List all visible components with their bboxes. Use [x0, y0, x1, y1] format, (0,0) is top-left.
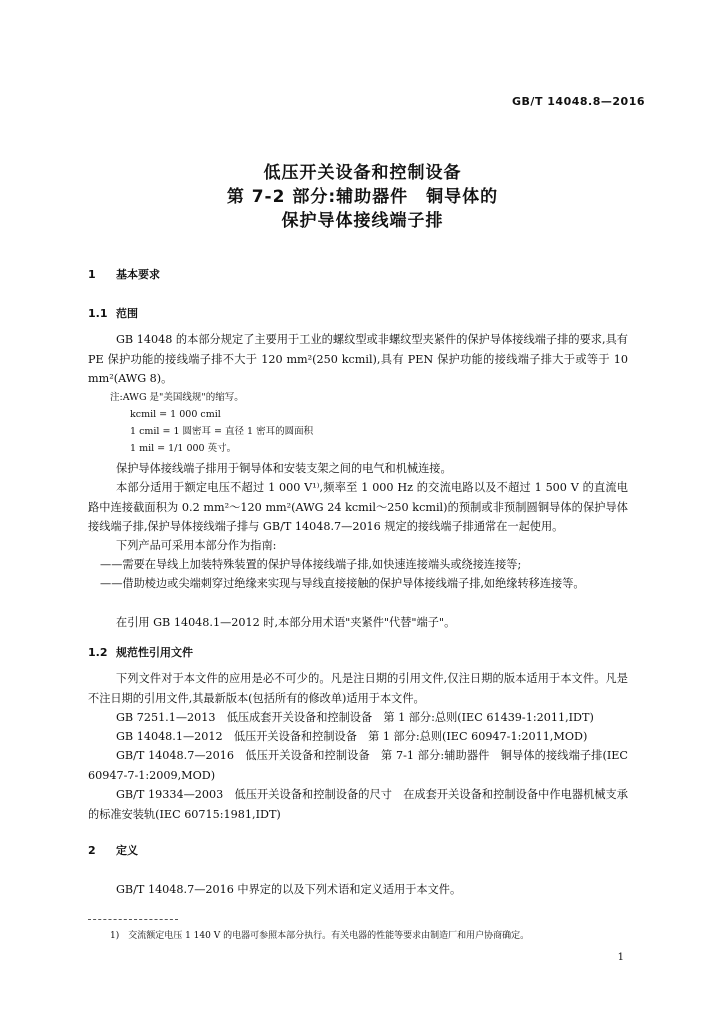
section-number: 2 [88, 844, 96, 857]
section-number: 1.2 [88, 646, 108, 659]
section-title: 定义 [116, 844, 138, 857]
note-line: kcmil = 1 000 cmil [130, 409, 221, 420]
section-number: 1.1 [88, 307, 108, 320]
section-1-1-heading [88, 305, 138, 321]
reference-item: GB 14048.1—2012 低压开关设备和控制设备 第 1 部分:总则(IEC 60947-1:2011,MOD) [116, 730, 588, 743]
scope-paragraph-1: GB 14048 的本部分规定了主要用于工业的螺纹型或非螺纹型夹紧件的保护导体接线端子排的要求,具有 PE 保护功能的接线端子排不大于 120 mm²(250 kcmil),具有 PEN 保护功能的接线端子排大于或等于 10 mm²(AWG 8)。 [88, 333, 628, 385]
reference-item: GB/T 14048.7—2016 低压开关设备和控制设备 第 7-1 部分:辅助器件 铜导体的接线端子排(IEC 60947-7-1:2009,MOD) [88, 749, 628, 782]
definitions-paragraph: GB/T 14048.7—2016 中界定的以及下列术语和定义适用于本文件。 [116, 883, 462, 896]
footnote-separator [88, 919, 178, 920]
scope-paragraph-5: 在引用 GB 14048.1—2012 时,本部分用术语"夹紧件"代替"端子"。 [116, 616, 456, 629]
section-2-heading [88, 842, 138, 858]
note-line: 1 mil = 1/1 000 英寸。 [130, 443, 237, 454]
note-line: 1 cmil = 1 圆密耳 = 直径 1 密耳的圆面积 [130, 426, 314, 437]
reference-item: GB 7251.1—2013 低压成套开关设备和控制设备 第 1 部分:总则(IEC 61439-1:2011,IDT) [116, 711, 594, 724]
section-1-2-heading [88, 644, 193, 660]
footnote: 1) 交流额定电压 1 140 V 的电器可参照本部分执行。有关电器的性能等要求由制造厂和用户协商确定。 [110, 931, 530, 941]
section-title: 范围 [116, 307, 138, 320]
scope-note [110, 389, 610, 457]
document-title-line-3: 保护导体接线端子排 [281, 211, 444, 231]
section-title: 规范性引用文件 [116, 646, 193, 659]
document-title-line-2: 第 7-2 部分:辅助器件 铜导体的 [226, 187, 499, 207]
scope-paragraph-2: 保护导体接线端子排用于铜导体和安装支架之间的电气和机械连接。 [116, 462, 452, 475]
scope-paragraph-4: 下列产品可采用本部分作为指南: [116, 539, 277, 552]
page-number: 1 [617, 952, 624, 963]
scope-dash-item: ——借助棱边或尖端刺穿过绝缘来实现与导线直接接触的保护导体接线端子排,如绝缘转移连接等。 [100, 577, 585, 590]
scope-dash-item: ——需要在导线上加装特殊装置的保护导体接线端子排,如快速连接端头或绕接连接等; [100, 558, 522, 571]
standard-code: GB/T 14048.8—2016 [512, 95, 645, 108]
section-1-heading [88, 266, 160, 282]
references-intro: 下列文件对于本文件的应用是必不可少的。凡是注日期的引用文件,仅注日期的版本适用于本文件。凡是不注日期的引用文件,其最新版本(包括所有的修改单)适用于本文件。 [88, 672, 628, 705]
section-title: 基本要求 [116, 268, 160, 281]
document-title-line-1: 低压开关设备和控制设备 [263, 163, 462, 183]
section-number: 1 [88, 268, 96, 281]
reference-item: GB/T 19334—2003 低压开关设备和控制设备的尺寸 在成套开关设备和控制设备中作电器机械支承的标准安装轨(IEC 60715:1981,IDT) [88, 788, 628, 821]
scope-paragraph-3: 本部分适用于额定电压不超过 1 000 V¹⁾,频率至 1 000 Hz 的交流电路以及不超过 1 500 V 的直流电路中连接截面积为 0.2 mm²～120 mm²(AWG 24 kcmil～250 kcmil)的预制或非预制圆铜导体的保护导体接线端子排,保护导体接线端子排与 GB/T 14048.7—2016 规定的接线端子排通常在一起使用。 [88, 481, 628, 533]
note-label: 注:AWG 是"美国线规"的缩写。 [110, 392, 244, 403]
